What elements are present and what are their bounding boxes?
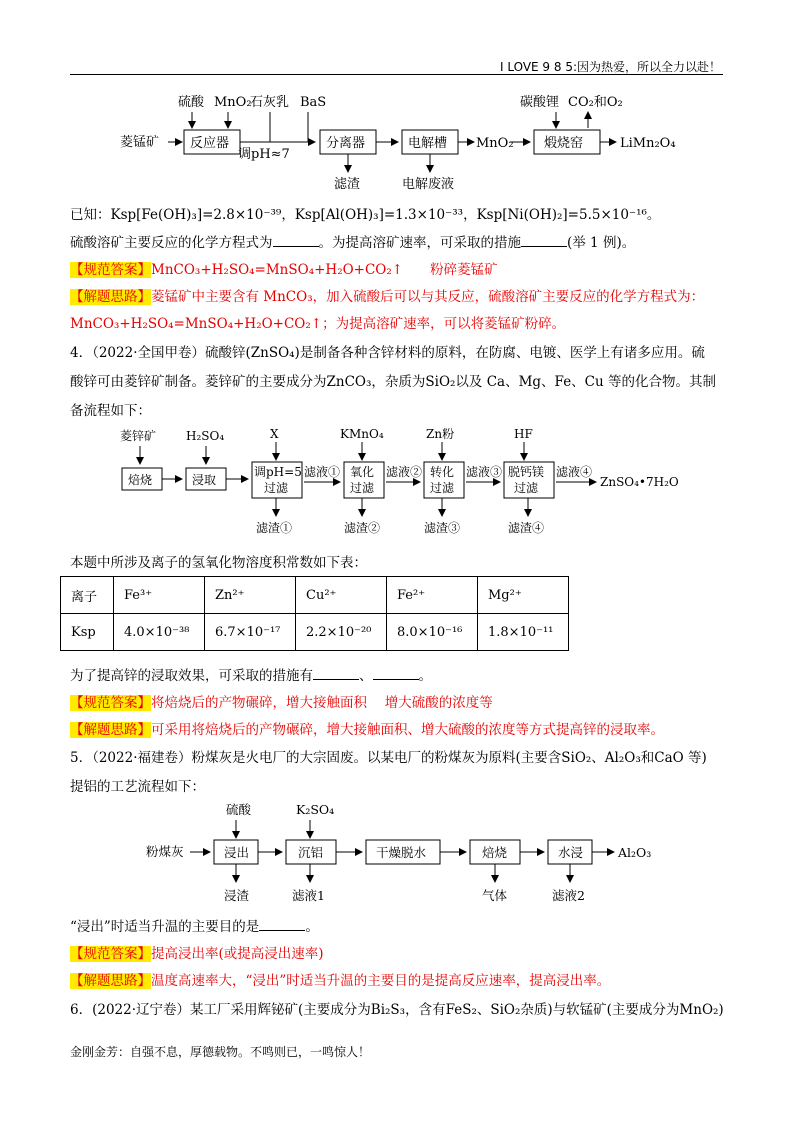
svg-text:碳酸锂: 碳酸锂 <box>520 95 560 110</box>
answer-blank[interactable] <box>273 234 319 247</box>
svg-text:粉煤灰: 粉煤灰 <box>146 844 184 859</box>
svg-text:MnO₂: MnO₂ <box>476 136 514 151</box>
flow-diagram-manganese <box>110 88 700 200</box>
ksp-table <box>60 576 569 651</box>
svg-text:浸取: 浸取 <box>192 473 217 487</box>
reactor-label: 反应器 <box>190 136 230 151</box>
svg-text:H₂SO₄: H₂SO₄ <box>186 429 225 443</box>
svg-text:KMnO₄: KMnO₄ <box>340 427 384 441</box>
svg-text:脱钙镁: 脱钙镁 <box>508 465 545 479</box>
q4-stem-2: 酸锌可由菱锌矿制备。菱锌矿的主要成分为ZnCO₃，杂质为SiO₂以及 Ca、Mg、Fe、Cu 等的化合物。其制 <box>70 374 716 390</box>
svg-text:过滤: 过滤 <box>264 481 289 495</box>
svg-text:过滤: 过滤 <box>430 481 455 495</box>
svg-text:菱锌矿: 菱锌矿 <box>120 429 157 443</box>
svg-text:滤液④: 滤液④ <box>556 465 593 479</box>
q5-answer: 【规范答案】提高浸出率(或提高浸出速率) <box>70 946 324 962</box>
svg-text:调pH=5: 调pH=5 <box>254 465 302 479</box>
svg-text:干燥脱水: 干燥脱水 <box>376 845 427 860</box>
svg-text:氧化: 氧化 <box>350 465 375 479</box>
q3-question: 硫酸溶矿主要反应的化学方程式为 。为提高溶矿速率，可采取的措施 (举 1 例)。 <box>70 235 636 251</box>
svg-text:BaS: BaS <box>300 95 327 110</box>
svg-text:滤液2: 滤液2 <box>552 888 585 903</box>
svg-text:电解废液: 电解废液 <box>402 177 455 192</box>
svg-text:Al₂O₃: Al₂O₃ <box>618 845 652 860</box>
answer-blank[interactable] <box>521 234 567 247</box>
svg-text:滤渣④: 滤渣④ <box>508 521 545 535</box>
q4-answer: 【规范答案】将焙烧后的产物碾碎，增大接触面积 增大硫酸的浓度等 <box>70 695 493 711</box>
q3-answer: 【规范答案】MnCO₃+H₂SO₄=MnSO₄+H₂O+CO₂↑ 粉碎菱锰矿 <box>70 262 498 278</box>
footer-motto: 金刚金芳：自强不息，厚德载物。不鸣则已，一鸣惊人！ <box>70 1045 371 1059</box>
svg-text:LiMn₂O₄: LiMn₂O₄ <box>620 136 676 151</box>
table-row: 离子 Fe³⁺ Zn²⁺ Cu²⁺ Fe²⁺ Mg²⁺ <box>61 577 569 614</box>
svg-text:沉铝: 沉铝 <box>298 845 324 860</box>
q4-question: 为了提高锌的浸取效果，可采取的措施有 、 。 <box>70 668 432 684</box>
q5-stem-1: 5．（2022·福建卷）粉煤灰是火电厂的大宗固废。以某电厂的粉煤灰为原料(主要含SiO₂、Al₂O₃和CaO 等) <box>70 750 707 766</box>
svg-text:滤液①: 滤液① <box>304 465 341 479</box>
flow-diagram-zinc <box>110 424 690 540</box>
svg-text:Zn粉: Zn粉 <box>426 427 455 441</box>
svg-text:硫酸: 硫酸 <box>226 802 252 817</box>
svg-text:气体: 气体 <box>482 888 508 903</box>
q3-analysis-2: MnCO₃+H₂SO₄=MnSO₄+H₂O+CO₂↑；为提高溶矿速率，可以将菱锰矿粉碎。 <box>70 316 566 332</box>
ore-label: 菱锰矿 <box>120 135 160 150</box>
header-slogan: I LOVE 9 8 5:因为热爱，所以全力以赴！ <box>499 60 721 74</box>
svg-text:滤渣③: 滤渣③ <box>424 521 461 535</box>
svg-text:ZnSO₄•7H₂O: ZnSO₄•7H₂O <box>600 475 679 489</box>
svg-text:滤渣①: 滤渣① <box>256 521 293 535</box>
svg-text:煅烧窑: 煅烧窑 <box>544 136 584 151</box>
q5-stem-2: 提铝的工艺流程如下： <box>70 779 205 795</box>
svg-text:滤液③: 滤液③ <box>466 465 503 479</box>
answer-blank[interactable] <box>313 667 359 680</box>
svg-text:石灰乳: 石灰乳 <box>250 95 290 110</box>
svg-text:滤液②: 滤液② <box>386 465 423 479</box>
q5-analysis: 【解题思路】温度高速率大，“浸出”时适当升温的主要目的是提高反应速率，提高浸出率。 <box>70 973 611 989</box>
q4-table-intro: 本题中所涉及离子的氢氧化物溶度积常数如下表： <box>70 555 367 571</box>
svg-text:浸渣: 浸渣 <box>224 888 250 903</box>
header-divider <box>70 74 723 75</box>
answer-blank[interactable] <box>259 918 305 931</box>
q3-known: 已知：Ksp[Fe(OH)₃]=2.8×10⁻³⁹，Ksp[Al(OH)₃]=1.3×10⁻³³，Ksp[Ni(OH)₂]=5.5×10⁻¹⁶。 <box>70 207 661 223</box>
svg-text:浸出: 浸出 <box>224 845 250 860</box>
q4-stem-1: 4．（2022·全国甲卷）硫酸锌(ZnSO₄)是制备各种含锌材料的原料，在防腐、电镀、医学上有诸多应用。硫 <box>70 345 705 361</box>
svg-text:电解槽: 电解槽 <box>408 136 448 151</box>
svg-text:MnO₂: MnO₂ <box>214 95 252 110</box>
q4-analysis: 【解题思路】可采用将焙烧后的产物碾碎，增大接触面积、增大硫酸的浓度等方式提高锌的浸取率。 <box>70 722 664 738</box>
q3-analysis-1: 【解题思路】菱锰矿中主要含有 MnCO₃，加入硫酸后可以与其反应，硫酸溶矿主要反应的化学方程式为： <box>70 289 705 305</box>
svg-text:转化: 转化 <box>430 465 455 479</box>
svg-text:K₂SO₄: K₂SO₄ <box>296 802 335 817</box>
svg-text:焙烧: 焙烧 <box>128 473 153 487</box>
svg-text:滤液1: 滤液1 <box>292 888 325 903</box>
svg-text:调pH≈7: 调pH≈7 <box>238 147 290 162</box>
flow-diagram-aluminium <box>140 798 700 906</box>
q5-question: “浸出”时适当升温的主要目的是 。 <box>70 919 319 935</box>
svg-text:过滤: 过滤 <box>350 481 375 495</box>
table-row: Ksp 4.0×10⁻³⁸ 6.7×10⁻¹⁷ 2.2×10⁻²⁰ 8.0×10⁻¹⁶ 1.8×10⁻¹¹ <box>61 614 569 651</box>
svg-text:HF: HF <box>514 427 533 441</box>
svg-text:X: X <box>270 427 279 441</box>
svg-text:分离器: 分离器 <box>326 136 366 151</box>
svg-text:过滤: 过滤 <box>514 481 539 495</box>
svg-text:滤渣②: 滤渣② <box>344 521 381 535</box>
svg-text:水浸: 水浸 <box>558 845 584 860</box>
svg-text:硫酸: 硫酸 <box>178 95 205 110</box>
svg-text:滤渣: 滤渣 <box>334 177 361 192</box>
svg-text:焙烧: 焙烧 <box>482 845 508 860</box>
q6-stem: 6．(2022·辽宁卷）某工厂采用辉铋矿(主要成分为Bi₂S₃，含有FeS₂、SiO₂杂质)与软锰矿(主要成分为MnO₂) <box>70 1002 724 1018</box>
svg-text:CO₂和O₂: CO₂和O₂ <box>568 95 623 110</box>
answer-blank[interactable] <box>373 667 419 680</box>
q4-stem-3: 备流程如下： <box>70 403 151 419</box>
